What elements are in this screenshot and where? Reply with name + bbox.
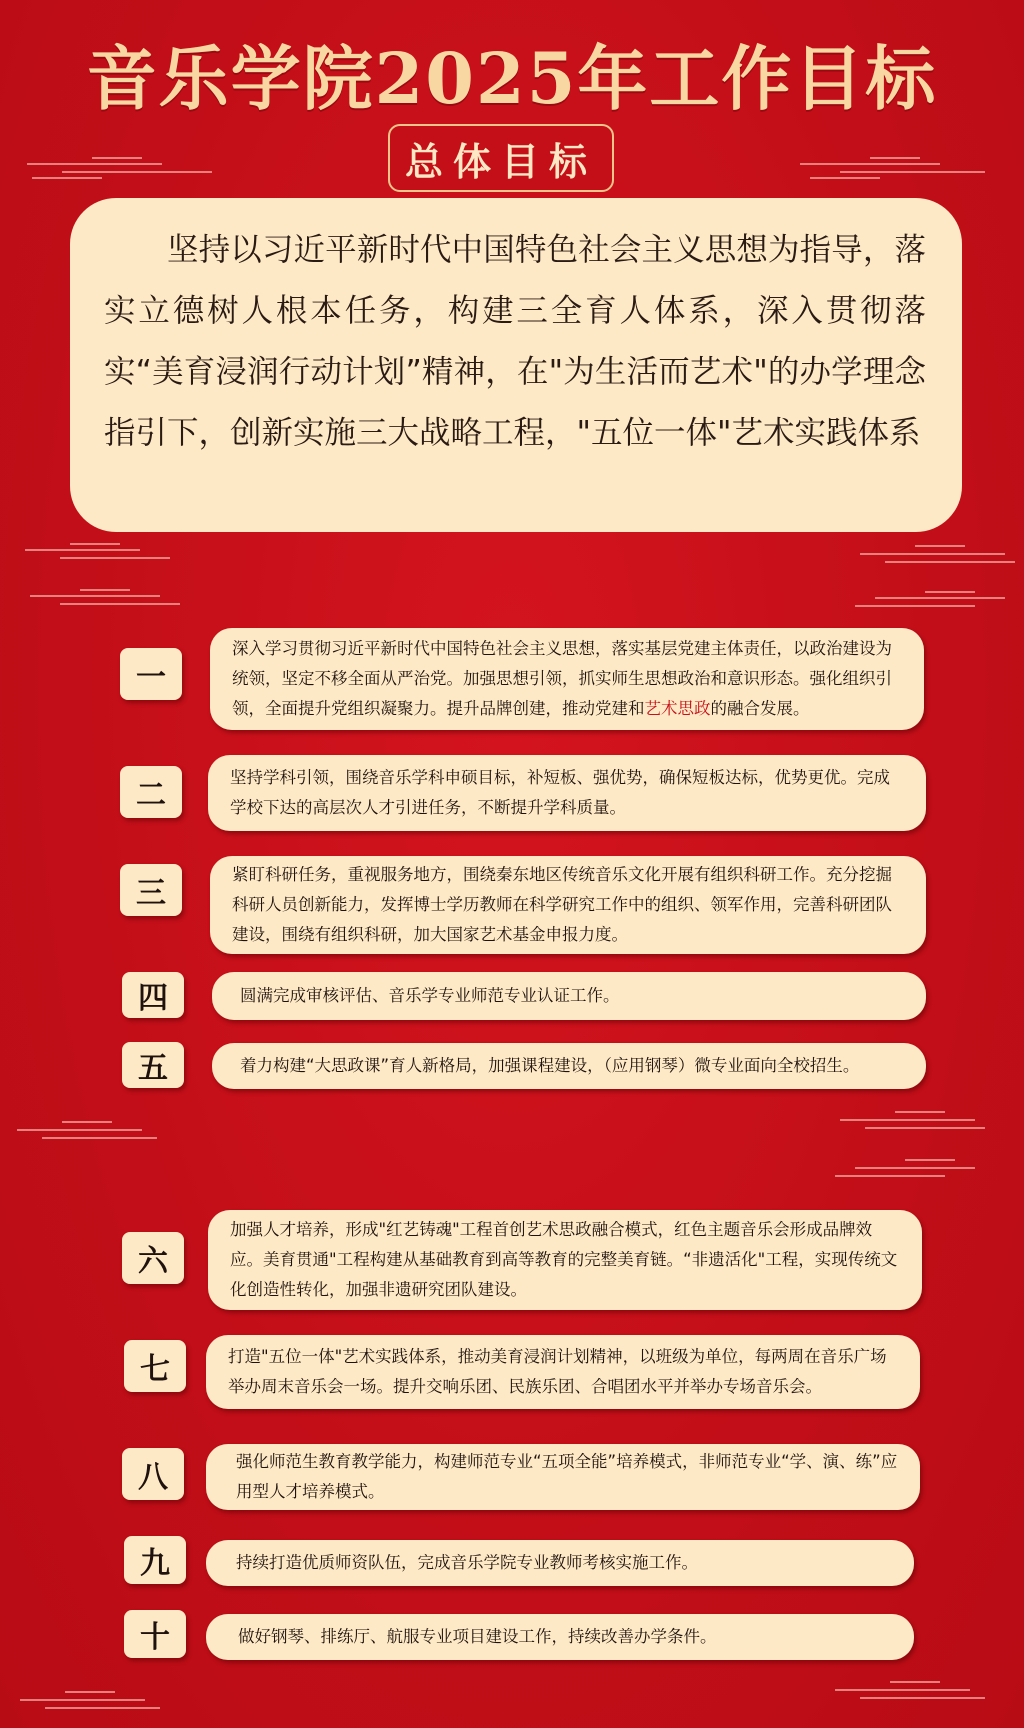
goal-number: 七: [124, 1340, 186, 1392]
goal-number: 四: [122, 972, 184, 1018]
cloud-ornament-icon: [830, 1678, 990, 1708]
goal-text: 坚持学科引领，围绕音乐学科申硕目标，补短板、强优势，确保短板达标，优势更优。完成学校下达的高层次人才引进任务，不断提升学科质量。: [230, 768, 890, 817]
section-heading: 总体目标: [388, 124, 614, 192]
cloud-ornament-icon: [790, 152, 990, 182]
overall-goal-text: 坚持以习近平新时代中国特色社会主义思想为指导，落实立德树人根本任务，构建三全育人体系，深入贯彻落实“美育浸润行动计划”精神，在"为生活而艺术"的办学理念指引下，创新实施三大战略工程，"五位一体"艺术实践体系: [70, 198, 962, 532]
goal-text: 做好钢琴、排练厅、航服专业项目建设工作，持续改善办学条件。: [238, 1627, 717, 1646]
cloud-ornament-icon: [20, 540, 180, 610]
cloud-ornament-icon: [12, 1118, 162, 1148]
goal-number: 八: [122, 1448, 184, 1500]
cloud-ornament-icon: [835, 1108, 985, 1188]
cloud-ornament-icon: [15, 1688, 165, 1718]
goal-text: 圆满完成审核评估、音乐学专业师范专业认证工作。: [240, 986, 620, 1005]
goal-card: [208, 1210, 922, 1310]
goal-text: 紧盯科研任务，重视服务地方，围绕秦东地区传统音乐文化开展有组织科研工作。充分挖掘科研人员创新能力，发挥博士学历教师在科学研究工作中的组织、领军作用，完善科研团队建设，围绕有组织科研，加大国家艺术基金申报力度。: [232, 865, 892, 944]
goal-text: 打造"五位一体"艺术实践体系，推动美育浸润计划精神，以班级为单位，每两周在音乐广场举办周末音乐会一场。提升交响乐团、民族乐团、合唱团水平并举办专场音乐会。: [228, 1347, 887, 1396]
goal-number: 五: [122, 1042, 184, 1088]
goal-text: 深入学习贯彻习近平新时代中国特色社会主义思想，落实基层党建主体责任，以政治建设为统领，坚定不移全面从严治党。加强思想引领，抓实师生思想政治和意识形态。强化组织引领，全面提升党组织凝聚力。提升品牌创建，推动党建和艺术思政的融合发展。: [232, 639, 892, 718]
goal-card: [208, 755, 926, 831]
goal-card: [206, 1540, 914, 1586]
goal-number: 六: [122, 1232, 184, 1284]
page-title: 音乐学院2025年工作目标: [86, 37, 938, 120]
goal-number: 一: [120, 648, 182, 700]
highlight-text: 艺术思政: [644, 699, 711, 718]
goal-card: [210, 856, 926, 954]
goal-text: 持续打造优质师资队伍，完成音乐学院专业教师考核实施工作。: [236, 1553, 698, 1572]
goal-number: 九: [124, 1536, 186, 1584]
goal-text: 着力构建“大思政课”育人新格局，加强课程建设，（应用钢琴）微专业面向全校招生。: [240, 1056, 860, 1075]
goal-card: [206, 1614, 914, 1660]
goal-number: 二: [120, 766, 182, 818]
goal-number: 三: [120, 864, 182, 916]
goal-card: [212, 1043, 926, 1089]
goal-card: [206, 1335, 920, 1409]
goal-number: 十: [124, 1610, 186, 1658]
goal-text: 加强人才培养，形成"红艺铸魂"工程首创艺术思政融合模式，红色主题音乐会形成品牌效应。美育贯通"工程构建从基础教育到高等教育的完整美育链。“非遗活化"工程，实现传统文化创造性转化，加强非遗研究团队建设。: [230, 1220, 898, 1299]
goal-text: 强化师范生教育教学能力，构建师范专业“五项全能”培养模式，非师范专业“学、演、练”应用型人才培养模式。: [236, 1452, 898, 1501]
goal-card: [206, 1444, 920, 1510]
cloud-ornament-icon: [855, 542, 1020, 612]
goal-card: [210, 628, 924, 730]
cloud-ornament-icon: [22, 152, 212, 182]
goal-card: [212, 972, 926, 1020]
